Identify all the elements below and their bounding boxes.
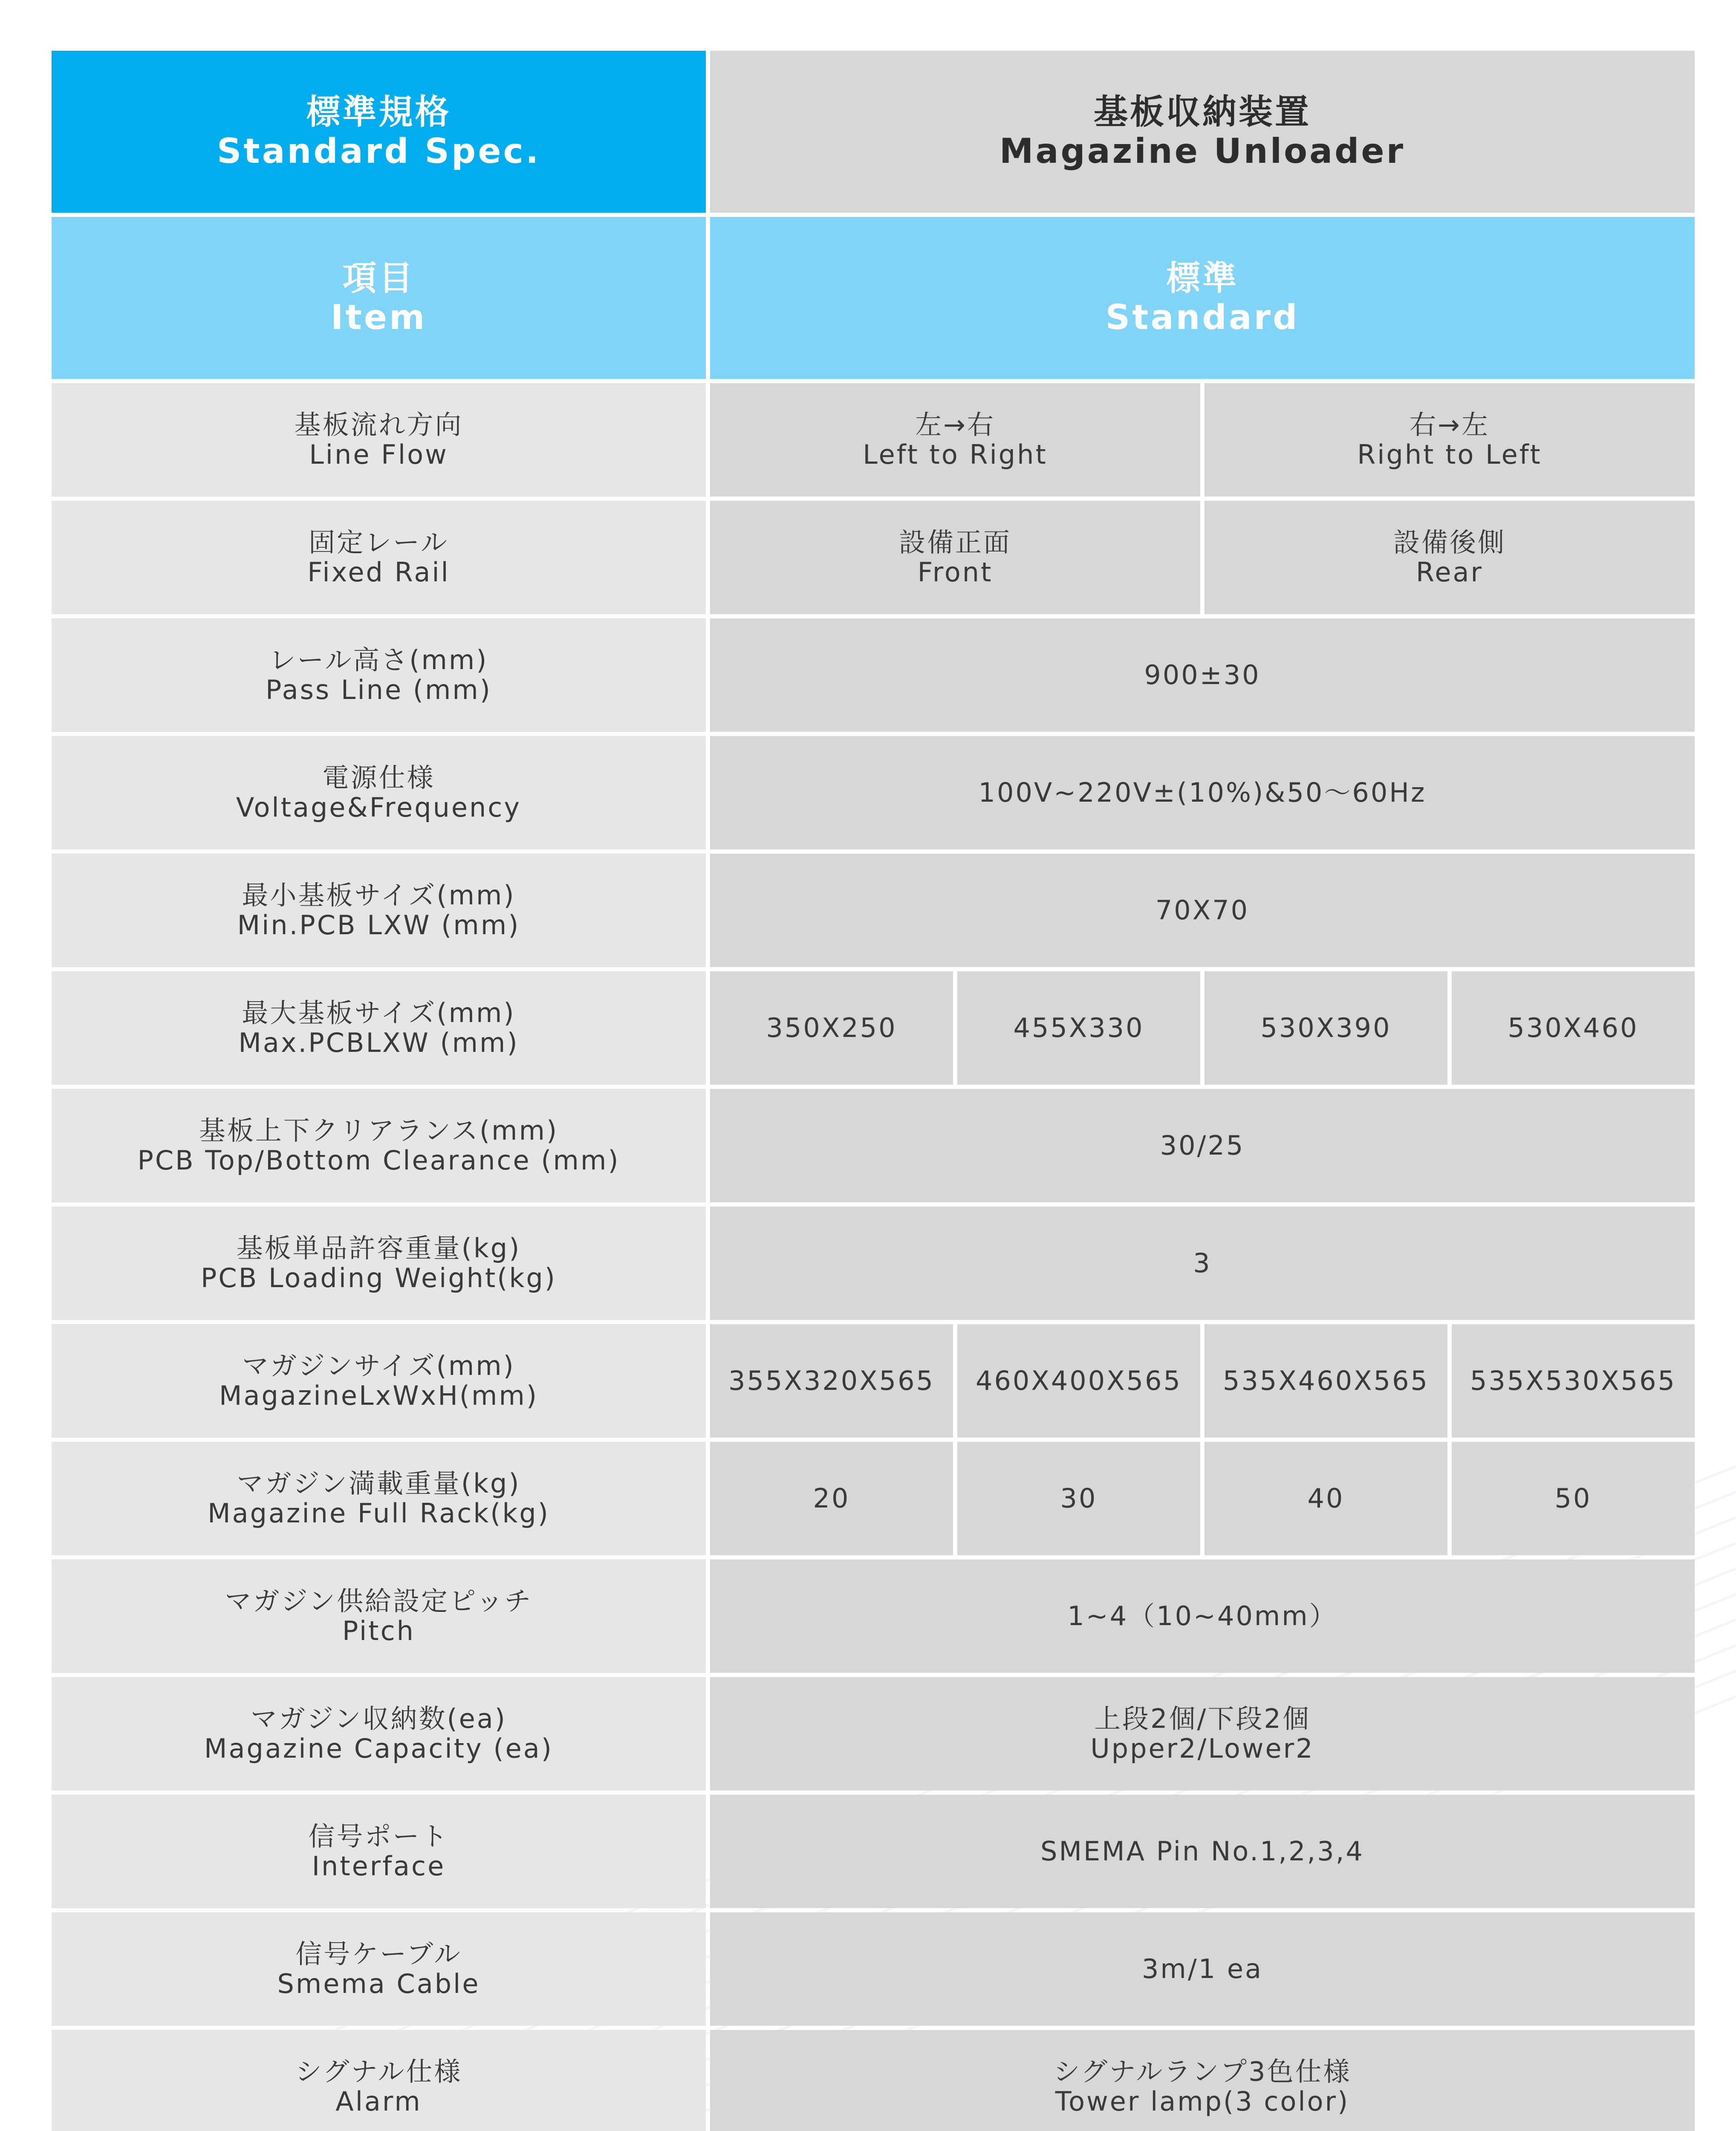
row-label-line-flow bbox=[52, 383, 706, 497]
row-label-capacity bbox=[52, 1677, 706, 1790]
value: 50 bbox=[1554, 1483, 1592, 1514]
label-jp: マガジン供給設定ピッチ bbox=[225, 1585, 533, 1617]
value-en: Front bbox=[917, 557, 993, 588]
row-label-smema-cable bbox=[52, 1912, 706, 2026]
label-en: MagazineLxWxH(mm) bbox=[219, 1380, 539, 1411]
value: 535X460X565 bbox=[1223, 1365, 1429, 1396]
value: 530X390 bbox=[1260, 1012, 1392, 1043]
max-pcb-value bbox=[1205, 971, 1447, 1085]
value: 900±30 bbox=[1144, 659, 1261, 690]
value: 455X330 bbox=[1013, 1012, 1144, 1043]
full-rack-value bbox=[1452, 1442, 1695, 1555]
magazine-size-value bbox=[957, 1324, 1200, 1438]
value: 30 bbox=[1060, 1483, 1098, 1514]
pass-line-value bbox=[710, 618, 1695, 732]
row-label-alarm bbox=[52, 2030, 706, 2131]
value: 1~4（10~40mm） bbox=[1067, 1600, 1337, 1631]
item-column-header bbox=[52, 217, 706, 379]
label-en: Voltage&Frequency bbox=[236, 792, 522, 823]
smema-cable-value bbox=[710, 1912, 1695, 2026]
row-label-full-rack bbox=[52, 1442, 706, 1555]
label-en: Fixed Rail bbox=[307, 557, 450, 588]
full-rack-value bbox=[1205, 1442, 1447, 1555]
value: SMEMA Pin No.1,2,3,4 bbox=[1040, 1836, 1364, 1867]
value: 100V~220V±(10%)&50〜60Hz bbox=[978, 777, 1427, 808]
loading-weight-value bbox=[710, 1207, 1695, 1320]
row-label-interface bbox=[52, 1795, 706, 1908]
product-name-en: Magazine Unloader bbox=[999, 131, 1406, 171]
value: 70X70 bbox=[1155, 895, 1250, 926]
line-flow-right-to-left bbox=[1205, 383, 1695, 497]
label-en: Smema Cable bbox=[277, 1968, 480, 1999]
spec-table bbox=[52, 51, 1686, 2131]
label-en: Alarm bbox=[335, 2086, 422, 2117]
capacity-value bbox=[710, 1677, 1695, 1790]
value: 40 bbox=[1307, 1483, 1345, 1514]
value: 20 bbox=[813, 1483, 850, 1514]
fixed-rail-front bbox=[710, 501, 1200, 614]
value-jp: 設備後側 bbox=[1393, 527, 1506, 558]
value: 3m/1 ea bbox=[1141, 1953, 1263, 1984]
row-label-clearance bbox=[52, 1089, 706, 1202]
standard-spec-header bbox=[52, 51, 706, 213]
label-jp: シグナル仕様 bbox=[295, 2056, 462, 2087]
magazine-size-value bbox=[1452, 1324, 1695, 1438]
row-label-loading-weight bbox=[52, 1207, 706, 1320]
label-jp: 固定レール bbox=[309, 527, 449, 558]
max-pcb-value bbox=[710, 971, 953, 1085]
row-label-pitch bbox=[52, 1559, 706, 1673]
label-jp: レール高さ(mm) bbox=[269, 644, 488, 676]
pitch-value bbox=[710, 1559, 1695, 1673]
label-en: Min.PCB LXW (mm) bbox=[237, 910, 520, 941]
label-en: Pass Line (mm) bbox=[266, 674, 492, 705]
interface-value bbox=[710, 1795, 1695, 1908]
row-label-pass-line bbox=[52, 618, 706, 732]
row-label-min-pcb bbox=[52, 854, 706, 967]
value-en: Tower lamp(3 color) bbox=[1055, 2086, 1350, 2117]
row-label-max-pcb bbox=[52, 971, 706, 1085]
standard-header-jp: 標準 bbox=[1166, 258, 1239, 298]
alarm-value bbox=[710, 2030, 1695, 2131]
value-en: Upper2/Lower2 bbox=[1090, 1733, 1314, 1764]
value-en: Right to Left bbox=[1357, 439, 1542, 470]
row-label-magazine-size bbox=[52, 1324, 706, 1438]
standard-spec-header-jp: 標準規格 bbox=[306, 92, 451, 132]
standard-spec-header-en: Standard Spec. bbox=[217, 131, 541, 171]
label-jp: マガジンサイズ(mm) bbox=[242, 1350, 515, 1381]
label-en: PCB Loading Weight(kg) bbox=[201, 1262, 557, 1294]
fixed-rail-rear bbox=[1205, 501, 1695, 614]
value-jp: 左→右 bbox=[915, 409, 995, 440]
value: 3 bbox=[1193, 1247, 1212, 1279]
label-jp: 基板単品許容重量(kg) bbox=[236, 1233, 521, 1264]
value: 535X530X565 bbox=[1470, 1365, 1676, 1396]
label-en: Magazine Capacity (ea) bbox=[204, 1733, 553, 1764]
clearance-value bbox=[710, 1089, 1695, 1202]
value-en: Rear bbox=[1416, 557, 1483, 588]
label-jp: 最大基板サイズ(mm) bbox=[242, 997, 516, 1028]
value-jp: 設備正面 bbox=[898, 527, 1011, 558]
row-label-voltage bbox=[52, 736, 706, 849]
row-label-fixed-rail bbox=[52, 501, 706, 614]
label-jp: 電源仕様 bbox=[322, 762, 435, 793]
label-jp: 信号ケーブル bbox=[295, 1938, 462, 1969]
label-en: PCB Top/Bottom Clearance (mm) bbox=[137, 1145, 620, 1176]
value: 350X250 bbox=[766, 1012, 897, 1043]
product-name-header bbox=[710, 51, 1695, 213]
line-flow-left-to-right bbox=[710, 383, 1200, 497]
label-jp: 基板流れ方向 bbox=[294, 409, 463, 440]
label-jp: マガジン満載重量(kg) bbox=[237, 1468, 521, 1499]
value: 530X460 bbox=[1508, 1012, 1639, 1043]
item-header-jp: 項目 bbox=[342, 258, 415, 298]
max-pcb-value bbox=[1452, 971, 1695, 1085]
standard-column-header bbox=[710, 217, 1695, 379]
label-en: Max.PCBLXW (mm) bbox=[238, 1027, 519, 1058]
value-jp: 右→左 bbox=[1410, 409, 1490, 440]
label-en: Magazine Full Rack(kg) bbox=[208, 1498, 550, 1529]
label-en: Pitch bbox=[342, 1615, 415, 1646]
value-jp: シグナルランプ3色仕様 bbox=[1053, 2056, 1352, 2087]
magazine-size-value bbox=[710, 1324, 953, 1438]
value-en: Left to Right bbox=[863, 439, 1048, 470]
product-name-jp: 基板収納装置 bbox=[1094, 92, 1311, 132]
full-rack-value bbox=[957, 1442, 1200, 1555]
voltage-value bbox=[710, 736, 1695, 849]
label-jp: 最小基板サイズ(mm) bbox=[242, 880, 516, 911]
item-header-en: Item bbox=[330, 297, 427, 337]
value: 30/25 bbox=[1160, 1130, 1245, 1161]
value-jp: 上段2個/下段2個 bbox=[1094, 1703, 1311, 1734]
label-en: Interface bbox=[312, 1851, 446, 1882]
full-rack-value bbox=[710, 1442, 953, 1555]
label-en: Line Flow bbox=[309, 439, 448, 470]
value: 460X400X565 bbox=[976, 1365, 1182, 1396]
label-jp: 信号ポート bbox=[308, 1821, 449, 1852]
label-jp: マガジン収納数(ea) bbox=[251, 1703, 507, 1734]
standard-header-en: Standard bbox=[1105, 297, 1300, 337]
magazine-size-value bbox=[1205, 1324, 1447, 1438]
value: 355X320X565 bbox=[728, 1365, 935, 1396]
max-pcb-value bbox=[957, 971, 1200, 1085]
label-jp: 基板上下クリアランス(mm) bbox=[199, 1115, 559, 1146]
min-pcb-value bbox=[710, 854, 1695, 967]
